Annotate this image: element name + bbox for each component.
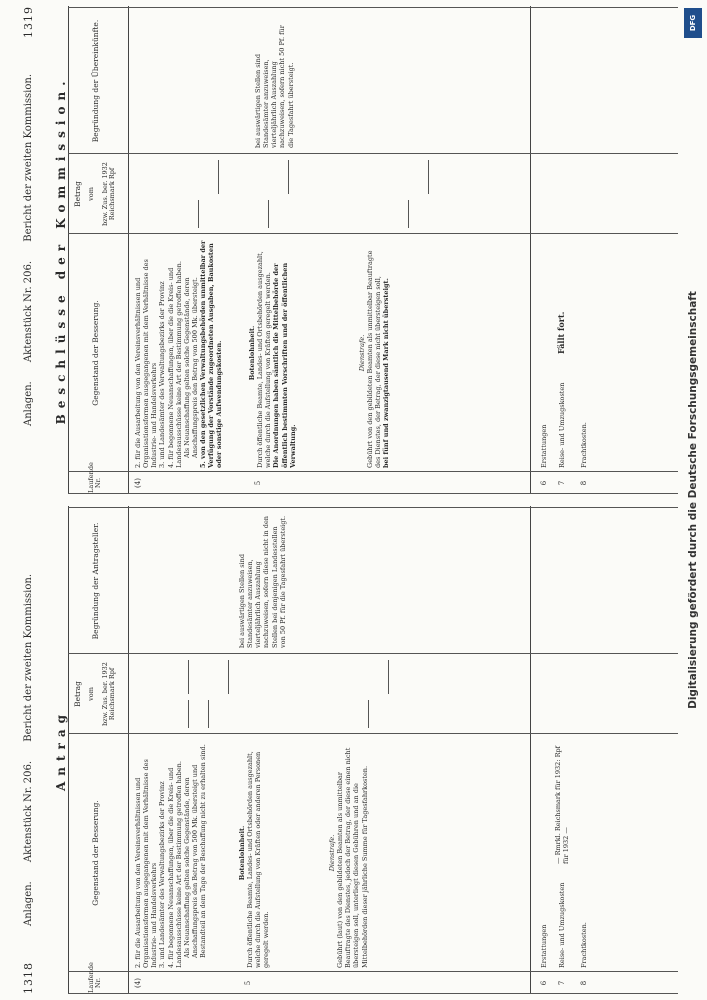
page-number: 1319 (22, 6, 35, 38)
row-number: 8 (580, 480, 588, 486)
item: 3. und Landesämter des Verwaltungsbezirks der Provinz (158, 781, 167, 968)
running-head-part: Bericht der zweiten Kommission. (23, 573, 34, 742)
item: Gebührt (laut) von den gebildeten Beamten als unmittelbar Beauftragte des Dienstes, jedoch der Betrag, der diese einen nicht übersteigen soll, unterliegt diesen Gebühren und an die Mittelbehörden dieser jährliche Summe für Tagesfahrkosten. (336, 747, 369, 968)
row-text (238, 738, 271, 968)
row-number: 8 (580, 980, 588, 986)
item: Als Neuanschaffung gelten solche Gegenstände, deren Anschaffungspreis den Betrag von 500 Mk. übersteigt und Bestandteil an dem Tage der Beschaffung nicht zu erhalten sind. (182, 744, 207, 958)
row-number: 6 (540, 480, 548, 486)
item: 2. für die Ausarbeitung von den Vereinsverhältnissen und Organisationsformen ausgegangenen mit dem Verhältnisse des Industrie- und Handelsverkehrs (134, 759, 159, 968)
row-heading: Botenlohnheit. (248, 325, 256, 381)
left-page (0, 500, 707, 1000)
running-head-part: Anlagen. (23, 381, 34, 427)
column-header-betrag: Betrag (73, 181, 82, 207)
column-header-laufende: Laufende Nr. (87, 962, 103, 993)
row-text: Frachtkosten. (580, 422, 588, 468)
row-text (134, 738, 207, 968)
item-bold: Die Anordnungen haben sämtlich die Mittelbehörde der öffentlich bestimmten Vorschriften und der öffentlichen Verwaltung. (272, 262, 297, 468)
column-header-laufende: Laufende Nr. (87, 462, 103, 493)
row-number: 7 (558, 480, 566, 486)
dfg-sidebar (680, 0, 707, 1000)
row-text: Erstattungen (540, 924, 548, 968)
row-text: Erstattungen (540, 424, 548, 468)
item: 4. für begonnene Neuanschaffungen, über die die Kreis- und Landesausschüsse keine Art der Bestimmung getroffen haben. (166, 261, 183, 468)
column-header-gegenstand: Gegenstand der Besserung. (91, 800, 100, 906)
table (68, 6, 678, 494)
item: 3. und Landesämter des Verwaltungsbezirks der Provinz (158, 281, 167, 468)
page-title: Antrag (54, 708, 68, 792)
item: Durch öffentliche Beamte, Landes- und Ortsbehörden ausgezahlt, welche durch die Aufstellung von Kräften oder anderen Personen geregelt werden. (246, 751, 271, 968)
row-text (248, 238, 297, 468)
row-note: bei auswärtigen Stellen sind Standesämter anzuweisen, vierteljährlich Auszahlung nachzuweisen, sofern diese nicht in den Stellen bei denjenigen Landesstellen von 50 Pf. für die Tagesfahrt übersteigt. (238, 515, 287, 648)
column-header-betrag: Betrag (73, 681, 82, 707)
row-number: (4) (134, 478, 142, 488)
item: 2. für die Ausarbeitung von den Vereinsverhältnissen und Organisationsformen ausgegangenen mit dem Verhältnisse des Industrie- und Handelsverkehrs (134, 259, 159, 468)
page-title: Beschlüsse der Kommission. (54, 75, 68, 425)
row-heading: Dienstrafe. (358, 334, 366, 372)
item-bold: 5. von den gesetzlichen Verwaltungsbehörden unmittelbar der Verfügung der Vorstände zugeordneten Ausgaben, Baukosten oder sonstige Aufwendungskosten. (199, 240, 224, 468)
row-text (358, 238, 391, 468)
row-number: 6 (540, 980, 548, 986)
running-head-part: Bericht der zweiten Kommission. (23, 73, 34, 242)
column-header-gegenstand: Gegenstand der Besserung. (91, 300, 100, 406)
item: 4. für begonnene Neuanschaffungen, über die die Kreis- und Landesausschüsse keine Art der Bestimmung getroffen haben. (166, 761, 183, 968)
dfg-sidebar-text: Digitalisierung gefördert durch die Deutsche Forschungsgemeinschaft (687, 291, 699, 709)
item: Als Neuanschaffung gelten solche Gegenstände, deren Anschaffungspreis den Betrag von 500 Mk. übersteigt. (182, 277, 199, 458)
running-head (20, 0, 42, 500)
row-heading: Dienstrafe. (328, 834, 336, 872)
row-text (134, 238, 223, 468)
row-number: (4) (134, 978, 142, 988)
running-head-part: Aktenstück Nr. 206. (23, 760, 34, 863)
running-head-part: Aktenstück Nr. 206. (23, 260, 34, 363)
dfg-logo: DFG (684, 8, 702, 38)
running-head-part: Anlagen. (23, 881, 34, 927)
column-header-begruendung: Begründung der Übereinkünfte. (91, 19, 100, 143)
row-text: Reise- und Umzugskosten (558, 382, 566, 468)
column-header-subcols: bzw. Zus. ber. 1932 Reichsmark Rpf (101, 662, 117, 726)
page-number: 1318 (22, 962, 35, 994)
item-bold: bei fünf und zwanzigtausend Mark nicht übersteigt. (382, 278, 391, 468)
table (68, 506, 678, 994)
row-heading: Botenlohnheit. (238, 825, 246, 881)
item: Durch öffentliche Beamte, Landes- und Ortsbehörden ausgezahlt, welche durch die Aufstellung von Kräften geregelt werden. (256, 251, 273, 468)
row-text: Frachtkosten. (580, 922, 588, 968)
row-note: bei auswärtigen Stellen sind Standesämter anzuweisen, vierteljährlich Auszahlung nachzuweisen, sofern nicht 50 Pf. für die Tagesfahrt übersteigt. (254, 25, 295, 148)
row-number: 7 (558, 980, 566, 986)
row-number: 5 (244, 980, 252, 986)
item: Gebührt von den gebildeten Beamten als unmittelbar Beauftragte des Dienstes, der Betrag, der diese nicht übersteigen soll, (366, 250, 383, 468)
row-text: Reise- und Umzugskosten (558, 882, 566, 968)
column-header-subcols: bzw. Zus. ber. 1932 Reichsmark Rpf (101, 162, 117, 226)
column-header-begruendung: Begründung der Antragsteller. (91, 522, 100, 640)
column-header-vom: vom (87, 687, 95, 701)
column-header-vom: vom (87, 187, 95, 201)
row-number: 5 (254, 480, 262, 486)
running-head (20, 500, 42, 1000)
row-amounts: — Rmrkl. Reichsmark für 1932: Rpf für 1932 — (554, 745, 571, 864)
row-text (328, 738, 369, 968)
row-amounts: Fällt fort. (556, 311, 566, 354)
